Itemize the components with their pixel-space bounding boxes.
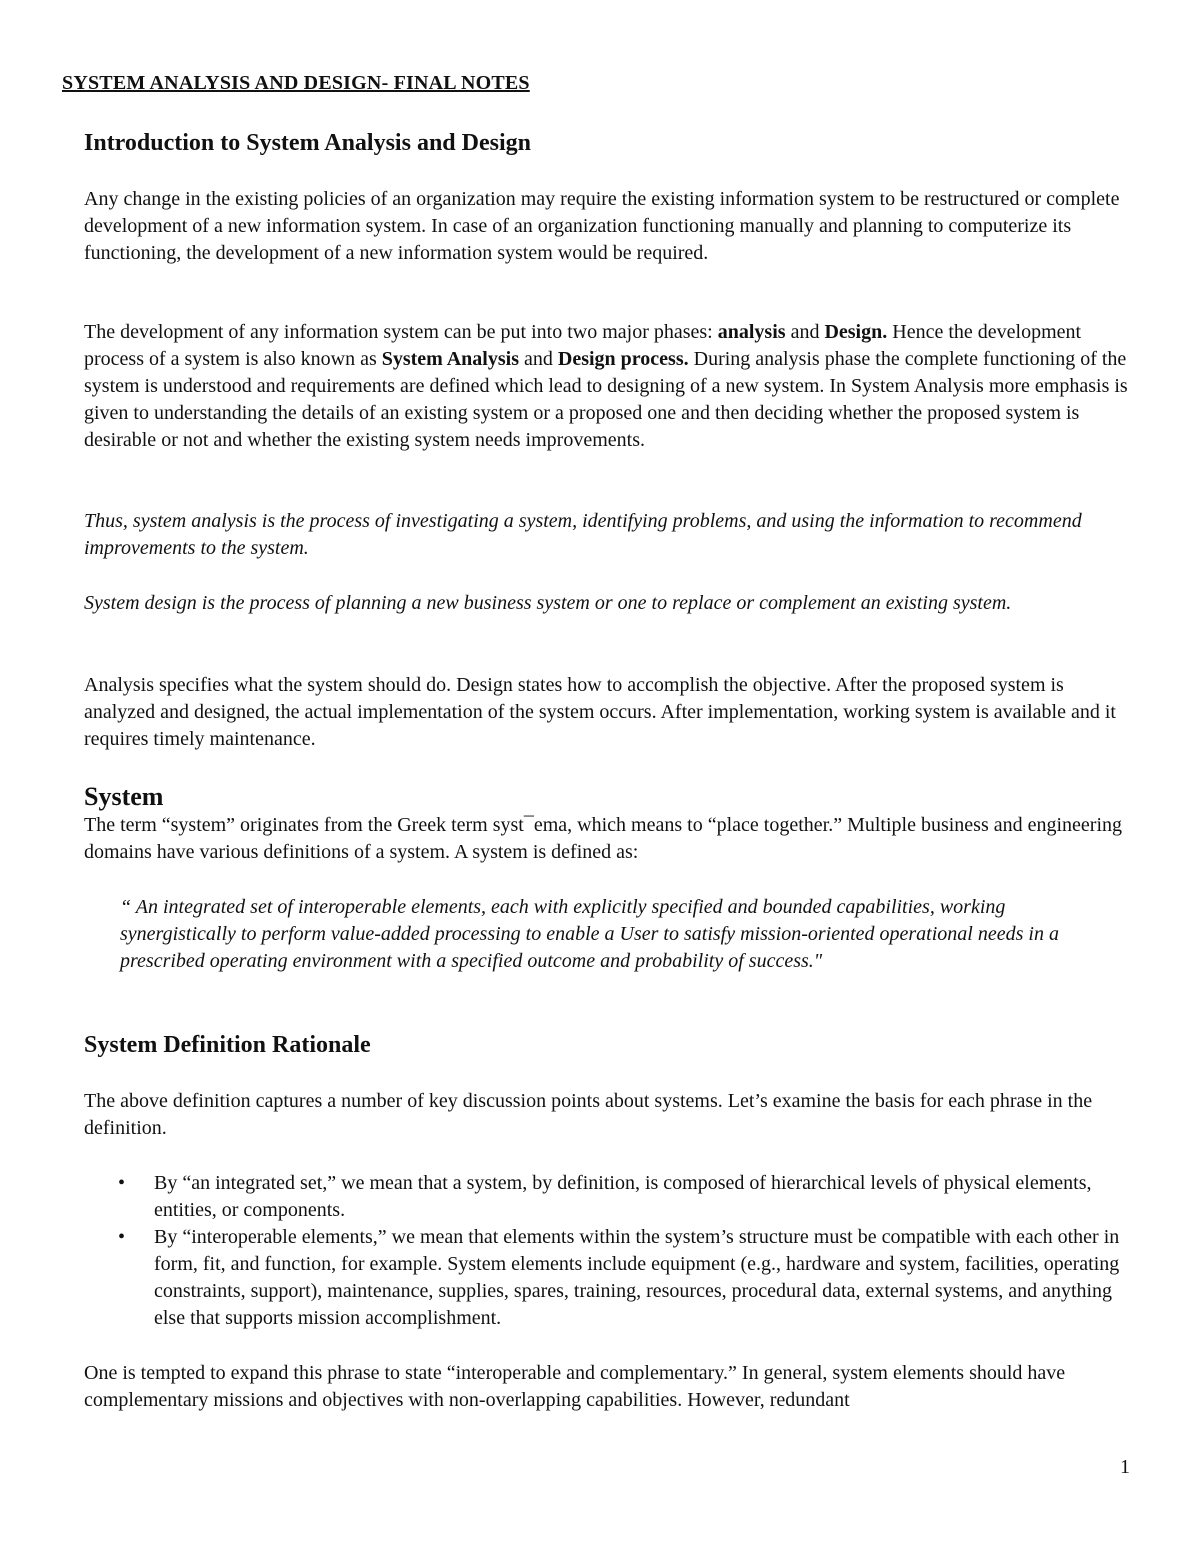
- bullet-text: By “interoperable elements,” we mean that elements within the system’s structure must be compatible with each other in form, fit, and function, for example. System elements include equipment (e.g., hardware and system, facilities, operating constraints, support), maintenance, supplies, spares, training, resources, procedural data, external systems, and anything else that supports mission accomplishment.: [154, 1226, 1120, 1329]
- bold-design: Design.: [824, 321, 888, 343]
- page-number: 1: [1120, 1456, 1130, 1478]
- intro-p2-text-i: During analysis phase the complete functioning of the system is understood and requirements are defined which lead to designing of a new system. In System Analysis more emphasis is given to understanding the details of an existing system or a proposed one and then deciding whether the proposed system is desirable or not and whether the existing system needs improvements.: [84, 348, 1128, 451]
- bold-design-process: Design process.: [557, 348, 689, 370]
- system-paragraph-1: The term “system” originates from the Greek term syst¯ema, which means to “place together.” Multiple business and engineering domains have various definitions of a system. A system is defined as:: [84, 814, 1123, 863]
- bullet-icon: •: [118, 1172, 126, 1194]
- intro-paragraph-5: Analysis specifies what the system should do. Design states how to accomplish the objective. After the proposed system is analyzed and designed, the actual implementation of the system occurs. After implementation, working system is available and it requires timely maintenance.: [84, 674, 1116, 750]
- intro-p2-text-a: The development of any information system can be put into two major phases:: [84, 321, 718, 343]
- intro-paragraph-2: [84, 319, 1134, 454]
- document-title: SYSTEM ANALYSIS AND DESIGN- FINAL NOTES: [62, 72, 530, 94]
- intro-p2-text-e: Hence the development process of a system is also known as: [84, 321, 1082, 370]
- list-item: [118, 1170, 1134, 1224]
- intro-p2-text-c: and: [785, 321, 825, 343]
- list-item: [118, 1224, 1134, 1332]
- bullet-text: By “an integrated set,” we mean that a system, by definition, is composed of hierarchical levels of physical elements, entities, or components.: [154, 1172, 1092, 1221]
- bold-analysis: analysis: [717, 321, 786, 343]
- intro-heading: Introduction to System Analysis and Design: [84, 130, 531, 156]
- system-heading: System: [84, 782, 164, 811]
- intro-design-definition: System design is the process of planning a new business system or one to replace or complement an existing system.: [84, 592, 1012, 614]
- bold-system-analysis: System Analysis: [381, 348, 519, 370]
- system-definition-quote: “ An integrated set of interoperable elements, each with explicitly specified and bounded capabilities, working synergistically to perform value-added processing to enable a User to satisfy mission-oriented operational needs in a prescribed operating environment with a specified outcome and probability of success.": [120, 896, 1059, 972]
- intro-analysis-definition: Thus, system analysis is the process of investigating a system, identifying problems, and using the information to recommend improvements to the system.: [84, 510, 1082, 559]
- rationale-paragraph-2: One is tempted to expand this phrase to state “interoperable and complementary.” In general, system elements should have complementary missions and objectives with non-overlapping capabilities. However, redundant: [84, 1362, 1066, 1411]
- rationale-paragraph-1: The above definition captures a number of key discussion points about systems. Let’s examine the basis for each phrase in the definition.: [84, 1090, 1093, 1139]
- rationale-bullet-list: [84, 1170, 1134, 1332]
- intro-paragraph-1: Any change in the existing policies of an organization may require the existing information system to be restructured or complete development of a new information system. In case of an organization functioning manually and planning to computerize its functioning, the development of a new information system would be required.: [84, 188, 1120, 264]
- bullet-icon: •: [118, 1226, 126, 1248]
- intro-p2-text-g: and: [518, 348, 558, 370]
- rationale-heading: System Definition Rationale: [84, 1032, 371, 1058]
